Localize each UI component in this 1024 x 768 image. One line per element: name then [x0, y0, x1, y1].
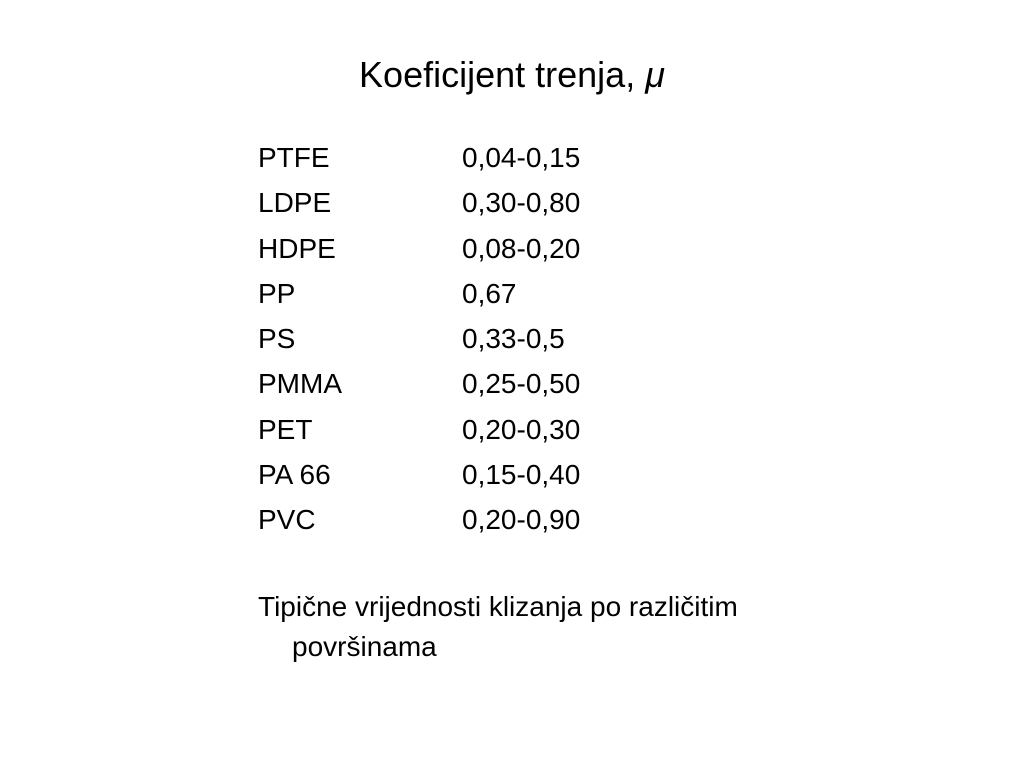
- slide-title: [0, 50, 1024, 100]
- title-text: Koeficijent trenja,: [359, 54, 646, 95]
- friction-table: [258, 135, 858, 543]
- material-name: HDPE: [258, 232, 336, 264]
- table-row: [258, 361, 858, 406]
- table-row: [258, 271, 858, 316]
- friction-value: 0,15-0,40: [462, 459, 581, 491]
- material-name: PS: [258, 323, 296, 355]
- friction-value: 0,67: [462, 277, 517, 309]
- footnote-line-2: površinama: [292, 631, 437, 662]
- material-name: PA 66: [258, 459, 331, 491]
- table-row: [258, 180, 858, 225]
- friction-value: 0,25-0,50: [462, 368, 581, 400]
- material-name: PP: [258, 277, 296, 309]
- material-name: LDPE: [258, 187, 332, 219]
- footnote-line-1: Tipične vrijednosti klizanja po različitim: [258, 591, 738, 622]
- friction-value: 0,20-0,90: [462, 504, 581, 536]
- material-name: PTFE: [258, 142, 330, 173]
- material-name: PET: [258, 413, 313, 445]
- title-symbol: μ: [645, 54, 665, 95]
- table-row: [258, 452, 858, 497]
- friction-value: 0,20-0,30: [462, 413, 581, 445]
- table-row: [258, 226, 858, 271]
- friction-value: 0,30-0,80: [462, 187, 581, 219]
- footnote: [258, 587, 898, 667]
- table-row: [258, 407, 858, 452]
- friction-value: 0,04-0,15: [462, 142, 581, 173]
- material-name: PMMA: [258, 368, 342, 400]
- material-name: PVC: [258, 504, 316, 536]
- friction-value: 0,33-0,5: [462, 323, 565, 355]
- table-row: [258, 316, 858, 361]
- friction-value: 0,08-0,20: [462, 232, 581, 264]
- table-row: [258, 497, 858, 542]
- table-row: [258, 135, 858, 180]
